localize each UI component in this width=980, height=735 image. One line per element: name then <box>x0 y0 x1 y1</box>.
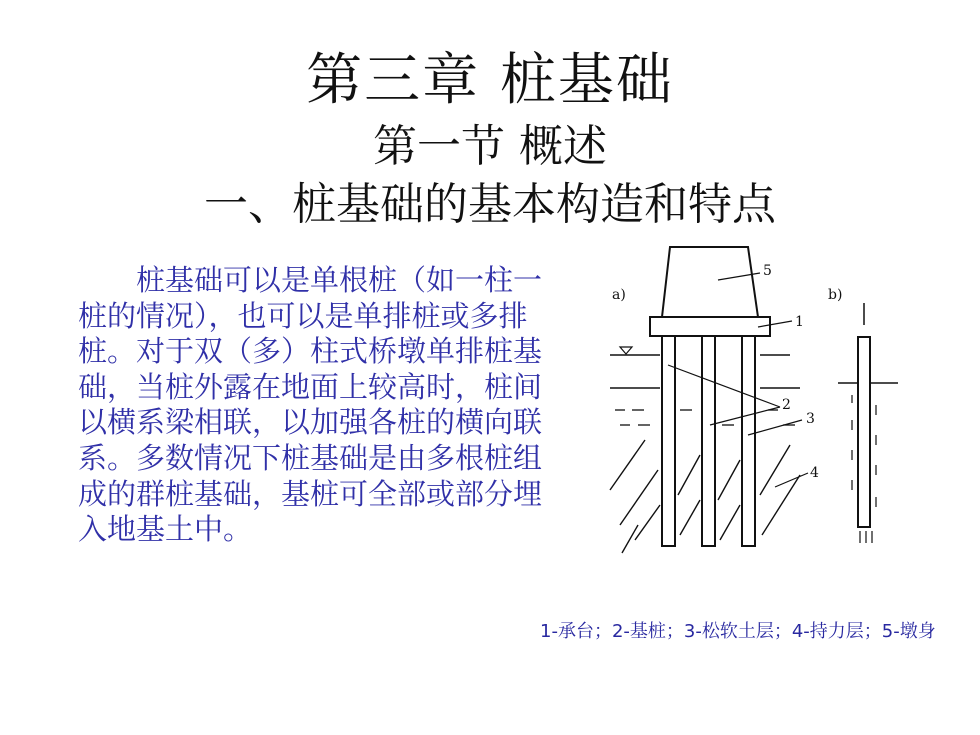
single-pile <box>858 337 870 527</box>
body-paragraph: 桩基础可以是单根桩（如一柱一桩的情况），也可以是单排桩或多排桩。对于双（多）柱式桥墩单排桩基础，当桩外露在地面上较高时，桩间以横系梁相联，以加强各桩的横向联系。多数情况下桩基础是由多根桩组成的群桩基础，基桩可全部或部分埋入地基土中。 <box>78 263 543 547</box>
pile-foundation-diagram <box>600 235 930 560</box>
pile-right <box>742 336 755 546</box>
callout-1: 1 <box>795 314 804 330</box>
subtitle: 一、桩基础的基本构造和特点 <box>204 179 776 230</box>
panel-b-label: b) <box>828 287 843 303</box>
pile-cap <box>650 317 770 336</box>
chapter-title: 第三章 桩基础 <box>306 48 674 113</box>
section-title: 第一节 概述 <box>373 121 607 172</box>
diagram-caption: 1-承台；2-基桩；3-松软土层；4-持力层；5-墩身 <box>540 621 936 642</box>
pile-middle <box>702 336 715 546</box>
callout-3: 3 <box>806 411 815 427</box>
pier-body <box>662 247 758 317</box>
panel-a-label: a) <box>612 287 626 303</box>
callout-4: 4 <box>810 465 819 481</box>
callout-5: 5 <box>763 263 772 279</box>
callout-2: 2 <box>782 397 791 413</box>
